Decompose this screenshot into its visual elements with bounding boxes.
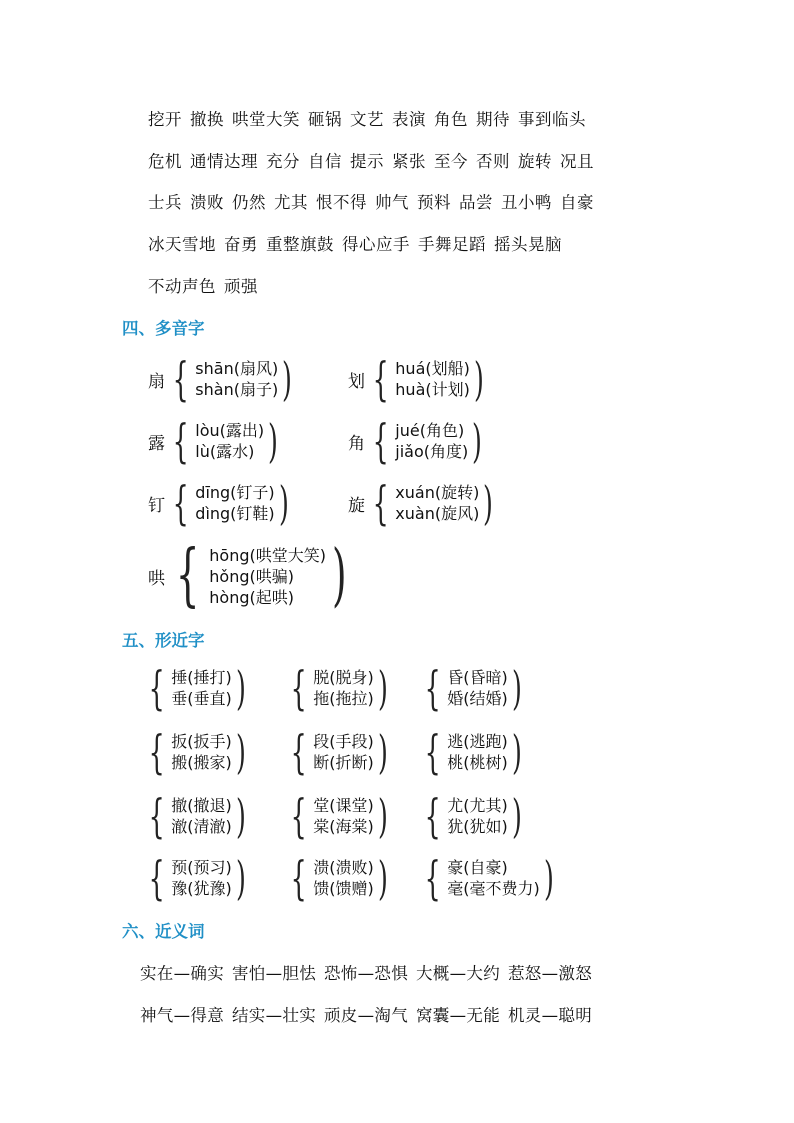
polyphonic-group-hong [148,536,353,615]
right-paren-icon: ) [511,789,522,843]
vocab-word: 文艺 [350,110,384,129]
similar-char: 搬(搬家) [171,753,232,772]
vocab-word: 品尝 [459,193,493,212]
similar-pair [284,661,392,715]
reading: hòng(起哄) [209,587,294,607]
similar-char: 毫(毫不费力) [447,879,540,898]
synonym-pair: 大概—大约 [416,964,500,983]
reading: xuàn(旋风) [395,504,480,523]
right-paren-icon: ) [511,661,522,715]
vocab-word: 紧张 [392,152,426,171]
reading: lù(露水) [195,442,255,461]
vocab-line-4 [148,231,570,255]
left-brace-icon: { [175,536,200,615]
similar-char: 豪(自豪) [447,858,508,877]
vocab-word: 角色 [434,110,468,129]
synonym-pair: 实在—确实 [140,964,224,983]
vocab-word: 撤换 [190,110,224,129]
polyphonic-group-jiao [348,414,486,468]
reading: hǒng(哄骗) [209,566,294,586]
vocab-line-1 [148,106,594,130]
left-brace-icon: { [148,789,165,843]
vocab-word: 士兵 [148,193,182,212]
similar-char: 撤(撤退) [171,796,232,815]
vocab-word: 挖开 [148,110,182,129]
similar-char: 馈(馈赠) [313,879,374,898]
vocab-word: 手舞足蹈 [418,235,486,254]
polyphonic-char: 钉 [148,495,165,516]
reading: lòu(露出) [195,421,265,440]
polyphonic-group-hua [348,352,488,406]
polyphonic-char: 旋 [348,495,365,516]
polyphonic-group-shan [148,352,296,406]
reading: jiǎo(角度) [395,442,469,461]
synonym-pair: 惹怒—激怒 [508,964,592,983]
left-brace-icon: { [148,851,165,905]
vocab-word: 恨不得 [316,193,367,212]
right-paren-icon: ) [377,789,388,843]
similar-char: 捶(捶打) [171,668,232,687]
polyphonic-char: 哄 [148,568,165,589]
vocab-word: 冰天雪地 [148,235,216,254]
vocab-word: 至今 [434,152,468,171]
synonym-pair: 机灵—聪明 [508,1006,592,1025]
left-brace-icon: { [148,725,165,779]
vocab-word: 摇头晃脑 [494,235,562,254]
synonym-pair: 顽皮—淘气 [324,1006,408,1025]
similar-pair [142,851,250,905]
right-paren-icon: ) [268,414,279,468]
synonym-pair: 神气—得意 [140,1006,224,1025]
vocab-word: 哄堂大笑 [232,110,300,129]
reading: hōng(哄堂大笑) [209,545,326,565]
reading: dìng(钉鞋) [195,504,275,523]
left-brace-icon: { [148,661,165,715]
similar-char: 扳(扳手) [171,732,232,751]
synonym-pair: 窝囊—无能 [416,1006,500,1025]
polyphonic-char: 划 [348,371,365,392]
similar-char: 尤(尤其) [447,796,508,815]
right-paren-icon: ) [377,725,388,779]
similar-char: 堂(课堂) [313,796,374,815]
left-brace-icon: { [172,476,189,530]
right-paren-icon: ) [377,851,388,905]
reading: dīng(钉子) [195,483,275,502]
vocab-word: 仍然 [232,193,266,212]
synonym-line-1 [140,960,600,984]
similar-pair [284,789,392,843]
right-paren-icon: ) [511,725,522,779]
vocab-line-3 [148,189,602,213]
similar-char: 犹(犹如) [447,817,508,836]
vocab-word: 旋转 [518,152,552,171]
similar-pair [418,789,526,843]
vocab-word: 奋勇 [224,235,258,254]
section-title-polyphonic: 四、多音字 [122,319,205,338]
similar-char: 脱(脱身) [313,668,374,687]
similar-char: 澈(清澈) [171,817,232,836]
polyphonic-group-ding [148,476,293,530]
polyphonic-char: 扇 [148,371,165,392]
similar-char: 预(预习) [171,858,232,877]
similar-char: 段(手段) [313,732,374,751]
similar-pair [284,725,392,779]
right-paren-icon: ) [235,725,246,779]
vocab-word: 顽强 [224,277,258,296]
similar-pair [284,851,392,905]
right-paren-icon: ) [235,789,246,843]
left-brace-icon: { [290,725,307,779]
synonym-pair: 恐怖—恐惧 [324,964,408,983]
vocab-line-2 [148,148,602,172]
similar-char: 豫(犹豫) [171,879,232,898]
vocab-word: 通情达理 [190,152,258,171]
polyphonic-group-lu [148,414,282,468]
vocab-word: 砸锅 [308,110,342,129]
synonym-pair: 结实—壮实 [232,1006,316,1025]
vocab-word: 自信 [308,152,342,171]
right-paren-icon: ) [483,476,494,530]
similar-char: 拖(拖拉) [313,689,374,708]
vocab-word: 况且 [560,152,594,171]
reading: xuán(旋转) [395,483,480,502]
reading: huá(划船) [395,359,470,378]
left-brace-icon: { [372,352,389,406]
similar-pair [142,789,250,843]
reading: jué(角色) [395,421,465,440]
right-paren-icon: ) [331,536,347,615]
vocab-word: 否则 [476,152,510,171]
vocab-word: 事到临头 [518,110,586,129]
vocab-word: 重整旗鼓 [266,235,334,254]
left-brace-icon: { [290,851,307,905]
right-paren-icon: ) [235,661,246,715]
right-paren-icon: ) [543,851,554,905]
vocab-word: 表演 [392,110,426,129]
section-title-synonyms: 六、近义词 [122,922,205,941]
left-brace-icon: { [424,725,441,779]
similar-char: 垂(垂直) [171,689,232,708]
vocab-word: 充分 [266,152,300,171]
similar-pair [142,661,250,715]
vocab-word: 尤其 [274,193,308,212]
similar-pair [418,725,526,779]
polyphonic-char: 角 [348,433,365,454]
vocab-word: 得心应手 [342,235,410,254]
reading: huà(计划) [395,380,470,399]
left-brace-icon: { [424,661,441,715]
similar-char: 溃(溃败) [313,858,374,877]
similar-pair [142,725,250,779]
left-brace-icon: { [172,352,189,406]
left-brace-icon: { [172,414,189,468]
vocab-word: 预料 [417,193,451,212]
vocab-word: 提示 [350,152,384,171]
left-brace-icon: { [372,414,389,468]
right-paren-icon: ) [235,851,246,905]
vocab-word: 溃败 [190,193,224,212]
vocab-word: 帅气 [375,193,409,212]
similar-pair [418,661,526,715]
reading: shān(扇风) [195,359,279,378]
vocab-word: 期待 [476,110,510,129]
reading: shàn(扇子) [195,380,279,399]
vocab-word: 不动声色 [148,277,216,296]
similar-char: 断(折断) [313,753,374,772]
vocab-word: 丑小鸭 [501,193,552,212]
right-paren-icon: ) [472,414,483,468]
polyphonic-group-xuan [348,476,497,530]
polyphonic-char: 露 [148,433,165,454]
similar-char: 桃(桃树) [447,753,508,772]
similar-pair [418,851,558,905]
left-brace-icon: { [290,661,307,715]
left-brace-icon: { [424,851,441,905]
section-title-similar-chars: 五、形近字 [122,631,205,650]
similar-char: 棠(海棠) [313,817,374,836]
synonym-line-2 [140,1002,600,1026]
similar-char: 昏(昏暗) [447,668,508,687]
similar-char: 婚(结婚) [447,689,508,708]
left-brace-icon: { [424,789,441,843]
right-paren-icon: ) [278,476,289,530]
right-paren-icon: ) [282,352,293,406]
vocab-word: 自豪 [560,193,594,212]
right-paren-icon: ) [473,352,484,406]
vocab-line-5 [148,273,266,297]
left-brace-icon: { [290,789,307,843]
right-paren-icon: ) [377,661,388,715]
synonym-pair: 害怕—胆怯 [232,964,316,983]
vocab-word: 危机 [148,152,182,171]
similar-char: 逃(逃跑) [447,732,508,751]
left-brace-icon: { [372,476,389,530]
